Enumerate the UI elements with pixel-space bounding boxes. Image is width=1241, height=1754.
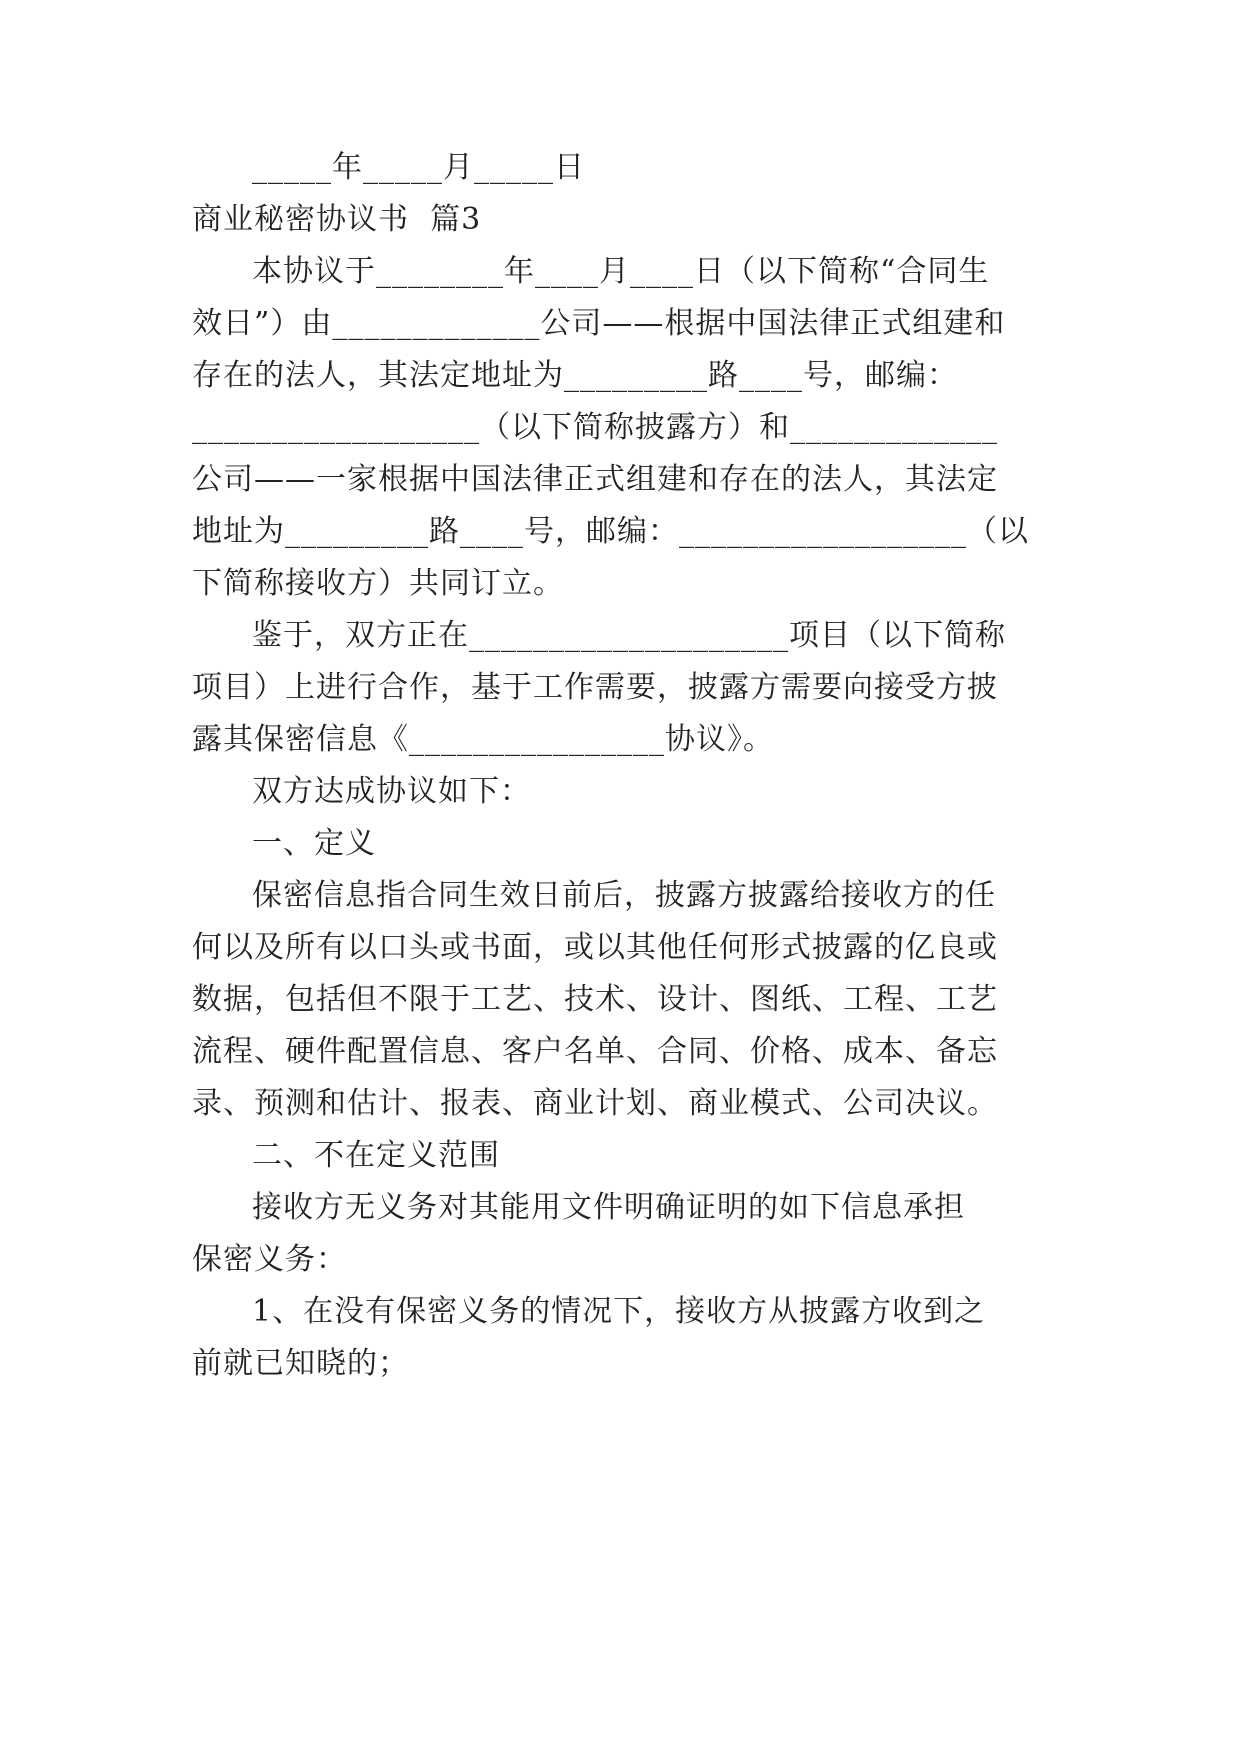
paragraph-line: 本协议于________年____月____日（以下简称“合同生 [252, 254, 990, 289]
paragraph-line: 效日”）由_____________公司——根据中国法律正式组建和 [192, 306, 1006, 341]
paragraph-line: 存在的法人，其法定地址为_________路____号，邮编： [192, 358, 958, 393]
date-line: _____年_____月_____日 [252, 150, 585, 185]
paragraph-line: 保密义务： [192, 1242, 347, 1277]
heading-line: 一、定义 [252, 826, 376, 861]
paragraph-line: 数据，包括但不限于工艺、技术、设计、图纸、工程、工艺 [192, 982, 998, 1017]
paragraph-line: 露其保密信息《________________协议》。 [192, 722, 774, 757]
paragraph-line: 保密信息指合同生效日前后，披露方披露给接收方的任 [252, 878, 996, 913]
paragraph-line: 下简称接收方）共同订立。 [192, 566, 564, 601]
paragraph-line: 1、在没有保密义务的情况下，接收方从披露方收到之 [252, 1294, 986, 1329]
paragraph-line: __________________（以下简称披露方）和_____________ [192, 410, 998, 445]
paragraph-line: 地址为_________路____号，邮编：__________________（以 [192, 514, 1029, 549]
paragraph-line: 前就已知晓的； [192, 1346, 409, 1381]
paragraph-line: 鉴于，双方正在____________________项目（以下简称 [252, 618, 1006, 653]
heading-line: 二、不在定义范围 [252, 1138, 500, 1173]
paragraph-line: 接收方无义务对其能用文件明确证明的如下信息承担 [252, 1190, 965, 1225]
paragraph-line: 公司——一家根据中国法律正式组建和存在的法人，其法定 [192, 462, 998, 497]
paragraph-line: 流程、硬件配置信息、客户名单、合同、价格、成本、备忘 [192, 1034, 998, 1069]
section-title: 商业秘密协议书 篇3 [192, 202, 482, 237]
paragraph-line: 项目）上进行合作，基于工作需要，披露方需要向接受方披 [192, 670, 998, 705]
paragraph-line: 双方达成协议如下： [252, 774, 531, 809]
paragraph-line: 何以及所有以口头或书面，或以其他任何形式披露的亿良或 [192, 930, 998, 965]
paragraph-line: 录、预测和估计、报表、商业计划、商业模式、公司决议。 [192, 1086, 998, 1121]
